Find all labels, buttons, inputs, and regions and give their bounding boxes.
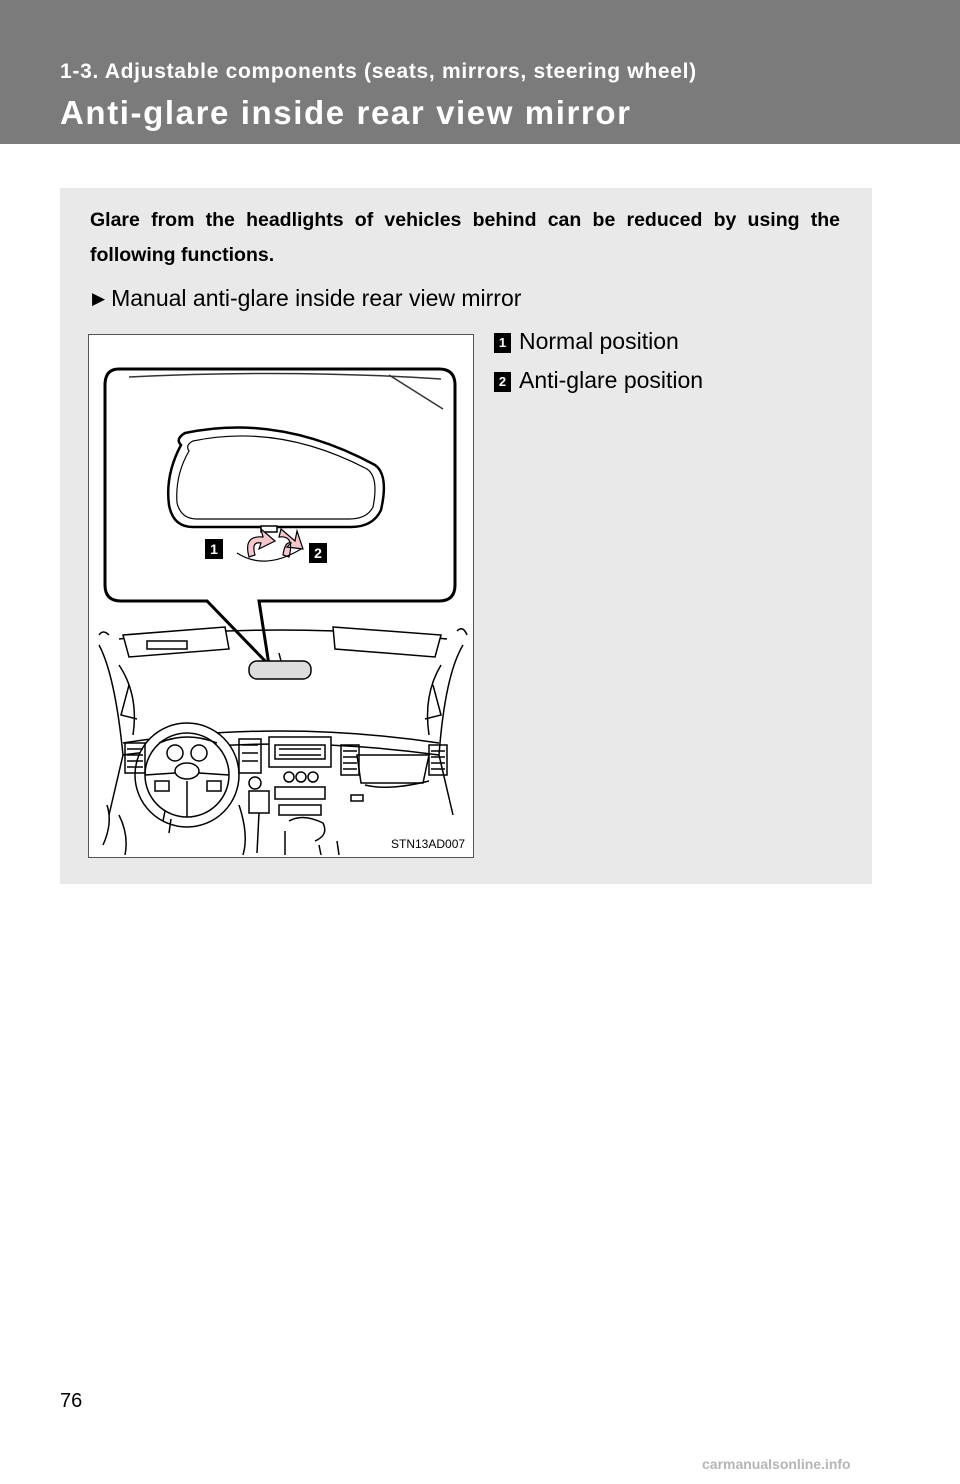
triangle-right-icon: ▶ [92,289,106,308]
vehicle-interior [99,627,466,855]
subheading-text: Manual anti-glare inside rear view mirror [111,285,522,311]
mirror-illustration [88,334,474,858]
legend-item-normal [494,328,679,355]
svg-text:1: 1 [210,541,218,557]
intro-text: Glare from the headlights of vehicles behind can be reduced by using the following functions. [90,209,840,266]
legend-item-anti-glare [494,367,703,394]
subheading [92,285,521,312]
svg-text:2: 2 [314,545,322,561]
section-label: 1-3. Adjustable components (seats, mirrors, steering wheel) [60,60,697,83]
legend-label: Normal position [519,328,679,354]
number-badge-1: 1 [494,333,511,353]
number-badge-2: 2 [494,372,511,392]
mirror-drawing [89,335,473,857]
figure-code: STN13AD007 [391,837,466,851]
page-header [0,0,960,144]
legend-label: Anti-glare position [519,367,704,393]
page-number: 76 [60,1390,83,1412]
page-title: Anti-glare inside rear view mirror [60,94,632,131]
watermark: carmanualsonline.info [702,1456,851,1472]
